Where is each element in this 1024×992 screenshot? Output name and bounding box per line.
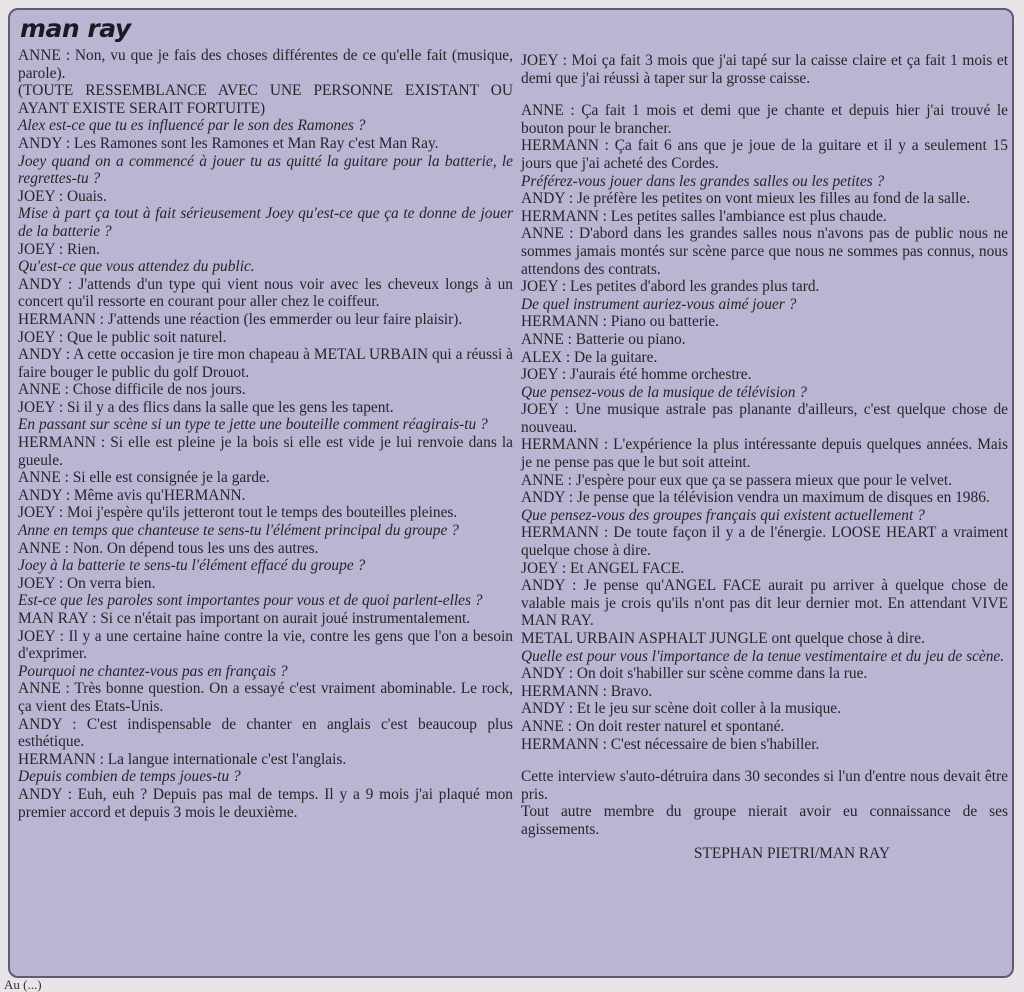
interview-answer: HERMANN : J'attends une réaction (les emmerder ou leur faire plaisir). <box>18 310 463 328</box>
interview-answer: METAL URBAIN ASPHALT JUNGLE ont quelque chose à dire. <box>521 630 925 647</box>
interview-answer: HERMANN : L'expérience la plus intéressante depuis quelques années. Mais je ne pense pas que le but soit atteint. <box>521 436 1008 472</box>
interview-answer: ANNE : Chose difficile de nos jours. <box>18 381 246 399</box>
interview-answer: ANNE : Très bonne question. On a essayé c'est vraiment abominable. Le rock, ça vient des Etats-Unis. <box>18 680 513 715</box>
interview-answer: ANDY : J'attends d'un type qui vient nous voir avec les cheveux longs à un concert qu'il ressorte en courant pour aller chez le coiffeur. <box>18 275 513 311</box>
interview-answer: JOEY : Si il y a des flics dans la salle que les gens les tapent. <box>18 398 394 416</box>
interview-answer: JOEY : Une musique astrale pas planante d'ailleurs, c'est quelque chose de nouveau. <box>521 401 1008 436</box>
interview-answer: JOEY : J'aurais été homme orchestre. <box>521 366 752 384</box>
interview-answer: HERMANN : Bravo. <box>521 682 653 700</box>
left-column <box>18 47 513 821</box>
interview-answer: ANNE : Non. On dépend tous les uns des autres. <box>18 539 319 557</box>
interview-answer: JOEY : Moi ça fait 3 mois que j'ai tapé sur la caisse claire et ça fait 1 mois et demi que j'ai réussi à taper sur la grosse caisse. <box>521 52 1008 87</box>
interview-answer: ANDY : C'est indispensable de chanter en anglais c'est beaucoup plus esthétique. <box>18 715 513 751</box>
article-title: man ray <box>20 14 131 43</box>
interview-answer: ANNE : Si elle est consignée je la garde. <box>18 469 270 487</box>
interview-answer: HERMANN : Si elle est pleine je la bois si elle est vide je lui renvoie dans la gueule. <box>18 434 513 469</box>
interview-question: Que pensez-vous de la musique de télévision ? <box>521 383 807 401</box>
interview-question: Préférez-vous jouer dans les grandes salles ou les petites ? <box>521 172 885 190</box>
interview-question: Anne en temps que chanteuse te sens-tu l'élément principal du groupe ? <box>18 522 459 540</box>
interview-question: Mise à part ça tout à fait sérieusement Joey qu'est-ce que ça te donne de jouer de la batterie ? <box>18 205 513 240</box>
interview-question: Qu'est-ce que vous attendez du public. <box>18 258 255 276</box>
page-footer-fragment: Au (...) <box>4 977 42 992</box>
interview-answer: ANNE : Non, vu que je fais des choses différentes de ce qu'elle fait (musique, parole). <box>18 47 513 82</box>
interview-answer: ANNE : Batterie ou piano. <box>521 330 686 348</box>
interview-answer: MAN RAY : Si ce n'était pas important on aurait joué instrumentalement. <box>18 610 471 627</box>
interview-answer: ALEX : De la guitare. <box>521 348 658 366</box>
interview-answer: JOEY : Il y a une certaine haine contre la vie, contre les gens que l'on a besoin d'exprimer. <box>18 627 513 663</box>
interview-answer: JOEY : Et ANGEL FACE. <box>521 559 685 577</box>
interview-question: Quelle est pour vous l'importance de la tenue vestimentaire et du jeu de scène. <box>521 647 1005 665</box>
interview-answer: HERMANN : Piano ou batterie. <box>521 313 719 331</box>
interview-question: Joey à la batterie te sens-tu l'élément effacé du groupe ? <box>18 557 366 575</box>
interview-answer: ANDY : Je préfère les petites on vont mieux les filles au fond de la salle. <box>521 190 971 208</box>
interview-answer: JOEY : Que le public soit naturel. <box>18 328 227 346</box>
interview-answer: JOEY : Les petites d'abord les grandes plus tard. <box>521 278 820 296</box>
interview-answer: HERMANN : De toute façon il y a de l'énergie. LOOSE HEART a vraiment quelque chose à dire. <box>521 524 1008 560</box>
interview-answer: ANDY : A cette occasion je tire mon chapeau à METAL URBAIN qui a réussi à faire bouger le public du golf Drouot. <box>18 346 513 381</box>
signature: STEPHAN PIETRI/MAN RAY <box>693 844 890 862</box>
interview-answer: ANDY : On doit s'habiller sur scène comme dans la rue. <box>521 665 868 683</box>
interview-answer: ANDY : Et le jeu sur scène doit coller à la musique. <box>521 700 841 718</box>
interview-question: Joey quand on a commencé à jouer tu as quitté la guitare pour la batterie, le regrettes-tu ? <box>18 152 513 188</box>
interview-question: En passant sur scène si un type te jette une bouteille comment réagirais-tu ? <box>18 416 488 434</box>
interview-answer: Cette interview s'auto-détruira dans 30 secondes si l'un d'entre nous devait être pris. <box>521 768 1008 803</box>
interview-answer: HERMANN : Ça fait 6 ans que je joue de la guitare et il y a seulement 15 jours que j'ai acheté des Cordes. <box>521 137 1008 172</box>
interview-answer: ANDY : Je pense que la télévision vendra un maximum de disques en 1986. <box>521 489 990 507</box>
interview-answer: JOEY : Moi j'espère qu'ils jetteront tout le temps des bouteilles pleines. <box>18 504 458 522</box>
interview-answer: ANDY : Euh, euh ? Depuis pas mal de temps. Il y a 9 mois j'ai plaqué mon premier accord et depuis 3 mois le deuxième. <box>18 785 513 821</box>
interview-answer: ANNE : J'espère pour eux que ça se passera mieux que pour le velvet. <box>521 471 952 489</box>
interview-answer: JOEY : On verra bien. <box>18 574 156 592</box>
paragraph-gap <box>521 87 1008 102</box>
interview-question: Pourquoi ne chantez-vous pas en français ? <box>18 662 288 680</box>
interview-question: Alex est-ce que tu es influencé par le son des Ramones ? <box>18 117 366 135</box>
interview-question: Que pensez-vous des groupes français qui existent actuellement ? <box>521 506 925 524</box>
interview-question: De quel instrument auriez-vous aimé jouer ? <box>521 295 797 313</box>
paragraph-gap <box>521 753 1008 768</box>
interview-answer: ANNE : D'abord dans les grandes salles nous n'avons pas de public nous ne sommes jamais montés sur scène parce que nous ne sommes pas connus, nous attendons des contrats. <box>521 225 1008 278</box>
interview-answer: JOEY : Rien. <box>18 240 100 258</box>
interview-answer: HERMANN : Les petites salles l'ambiance est plus chaude. <box>521 207 887 225</box>
right-column <box>521 52 1008 862</box>
interview-answer: Tout autre membre du groupe nierait avoir eu connaissance de ses agissements. <box>521 803 1008 838</box>
interview-answer: ANNE : Ça fait 1 mois et demi que je chante et depuis hier j'ai trouvé le bouton pour le brancher. <box>521 102 1008 137</box>
interview-answer: ANDY : Les Ramones sont les Ramones et Man Ray c'est Man Ray. <box>18 134 439 152</box>
interview-answer: HERMANN : C'est nécessaire de bien s'habiller. <box>521 735 820 753</box>
article-panel <box>8 8 1014 978</box>
interview-answer: JOEY : Ouais. <box>18 187 107 205</box>
interview-answer: ANDY : Même avis qu'HERMANN. <box>18 486 246 504</box>
interview-answer: ANDY : Je pense qu'ANGEL FACE aurait pu arriver à quelque chose de valable mais je crois qu'ils n'ont pas dit leur dernier mot. En attendant VIVE MAN RAY. <box>521 577 1008 630</box>
interview-answer: HERMANN : La langue internationale c'est l'anglais. <box>18 750 347 768</box>
interview-question: Depuis combien de temps joues-tu ? <box>18 768 241 786</box>
interview-answer: ANNE : On doit rester naturel et spontané. <box>521 717 785 735</box>
interview-answer: (TOUTE RESSEMBLANCE AVEC UNE PERSONNE EXISTANT OU AYANT EXISTE SERAIT FORTUITE) <box>18 82 513 117</box>
interview-question: Est-ce que les paroles sont importantes pour vous et de quoi parlent-elles ? <box>18 592 483 610</box>
